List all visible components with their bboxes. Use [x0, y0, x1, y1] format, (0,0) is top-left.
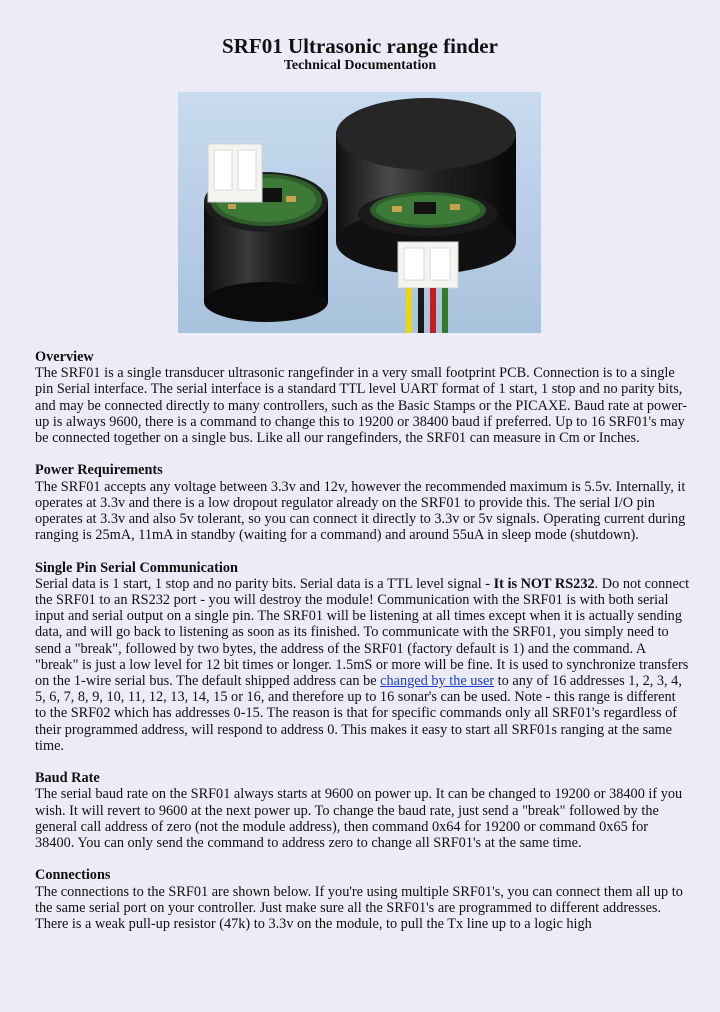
- baud-section: [35, 770, 690, 851]
- serial-text-part3: to any of 16 addresses 1, 2, 3, 4, 5, 6, 7, 8, 9, 10, 11, 12, 13, 14, 15 or 16, and therefore up to 16 sonar's can be used. Note - this range is different to the SRF02 which has addresses 0-15. The reason is that for specific commands only all SRF01's regardless of their programmed address, will respond to address 0. This makes it easy to start all SRF01s ranging at the same time.: [35, 673, 682, 754]
- page-title: SRF01 Ultrasonic range finder: [222, 34, 498, 58]
- baud-text: The serial baud rate on the SRF01 always starts at 9600 on power up. It can be changed to 19200 or 38400 if you wish. It will revert to 9600 at the next power up. To change the baud rate, just send a "break" followed by the general call address of zero (not the module address), then command 0x64 for 19200 or command 0x65 for 38400. You can only send the command to address zero to change all SRF01's at the same time.: [35, 786, 683, 852]
- power-heading: Power Requirements: [35, 462, 163, 479]
- serial-text-part2: . Do not connect the SRF01 to an RS232 port - you will destroy the module! Communication with the SRF01 is with both serial input and serial output on a single pin. The SRF01 will be listening at all times except when it is actually sending data, and will go back to listening as soon as its finished. To communicate with the SRF01, you simply need to send a "break", followed by two bytes, the address of the SRF01 (factory default is 1) and the command. A "break" is just a low level for 12 bit times or longer. 1.5mS or more will be fine. It is used to synchronize transfers on the 1-wire serial bus. The default shipped address can be: [35, 575, 690, 690]
- changed-by-user-link[interactable]: changed by the user: [380, 673, 495, 690]
- power-section: [35, 462, 690, 543]
- baud-heading: Baud Rate: [35, 770, 100, 787]
- serial-section: [35, 560, 690, 754]
- overview-section: [35, 349, 690, 446]
- serial-text: [35, 576, 690, 754]
- serial-text-part1: Serial data is 1 start, 1 stop and no parity bits. Serial data is a TTL level signal -: [35, 575, 494, 592]
- overview-text: The SRF01 is a single transducer ultrasonic rangefinder in a very small footprint PCB. Connection is to a single pin Serial interface. The serial interface is a standard TTL level UART format of 1 start, 1 stop and no parity bits, and may be connected directly to many controllers, such as the Basic Stamps or the PICAXE. Baud rate at power-up is always 9600, there is a command to change this to 19200 or 38400 baud if preferred. Up to 16 SRF01's may be connected together on a single bus. Like all our rangefinders, the SRF01 can measure in Cm or Inches.: [35, 365, 688, 447]
- document-body: [35, 349, 690, 948]
- serial-heading: Single Pin Serial Communication: [35, 559, 238, 576]
- not-rs232-warning: It is NOT RS232: [493, 575, 595, 592]
- overview-heading: Overview: [35, 349, 94, 365]
- power-text: The SRF01 accepts any voltage between 3.3v and 12v, however the recommended maximum is 5.5v. Internally, it operates at 3.3v and there is a low dropout regulator already on the SRF01 to provide this. The serial I/O pin operates at 3.3v and also 5v tolerant, so you can connect it directly to 3.3v or 5v signals. Operating current during ranging is 25mA, 11mA in standby (waiting for a command) and around 55uA in sleep mode (shutdown).: [35, 478, 686, 544]
- product-photo: [178, 92, 541, 333]
- page-subtitle: Technical Documentation: [283, 58, 437, 73]
- connections-text: The connections to the SRF01 are shown below. If you're using multiple SRF01's, you can connect them all up to the same serial port on your controller. Just make sure all the SRF01's are programmed to different addresses. There is a weak pull-up resistor (47k) to 3.3v on the module, to pull the Tx line up to a logic high: [35, 883, 683, 933]
- connections-section: [35, 867, 690, 932]
- connections-heading: Connections: [35, 867, 111, 884]
